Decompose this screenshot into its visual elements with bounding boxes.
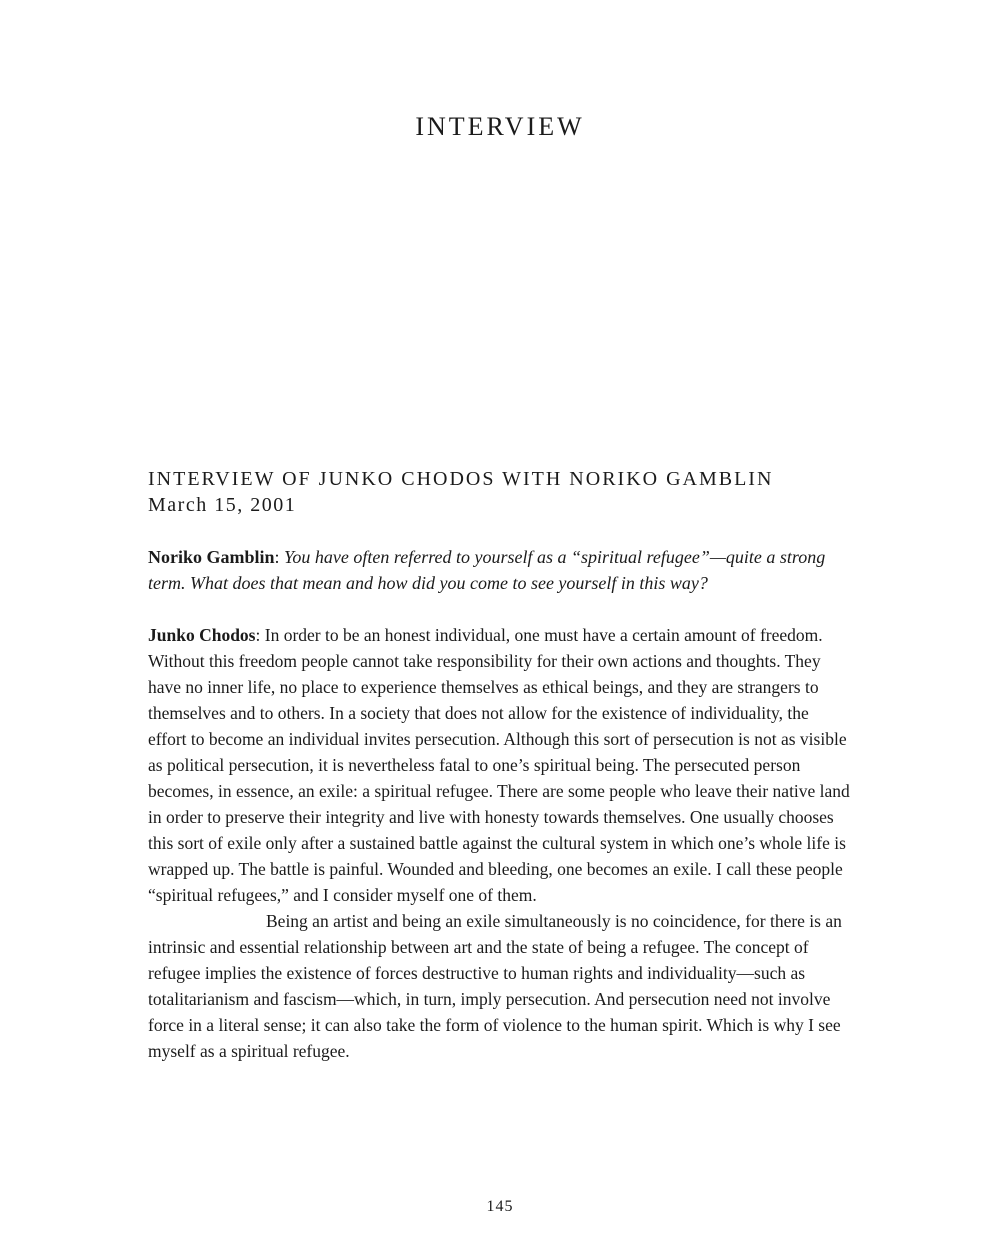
- answer-paragraph-1-text: In order to be an honest individual, one must have a certain amount of freedom. Without this freedom people cannot take responsibility for their own actions and thoughts. They have no inner life, no place to experience themselves as ethical beings, and they are strangers to themselves and to others. In a society that does not allow for the existence of individuality, the effort to become an individual invites persecution. Although this sort of persecution is not as visible as political persecution, it is nevertheless fatal to one’s spiritual being. The persecuted person becomes, in essence, an exile: a spiritual refugee. There are some people who leave their native land in order to preserve their integrity and live with honesty towards themselves. One usually chooses this sort of exile only after a sustained battle against the cultural system in which one’s whole life is wrapped up. The battle is painful. Wounded and bleeding, one becomes an exile. I call these people “spiritual refugees,” and I consider myself one of them.: [148, 625, 850, 905]
- question-speaker: Noriko Gamblin: [148, 547, 275, 567]
- answer-separator: :: [255, 625, 265, 645]
- answer-speaker: Junko Chodos: [148, 625, 256, 645]
- question-text: You have often referred to yourself as a “spiritual refugee”—quite a strong term. What does that mean and how did you come to see yourself in this way?: [148, 547, 826, 593]
- answer-paragraph-2: Being an artist and being an exile simultaneously is no coincidence, for there is an intrinsic and essential relationship between art and the state of being a refugee. The concept of refugee implies the existence of forces destructive to human rights and individuality—such as totalitarianism and fascism—which, in turn, imply persecution. And persecution need not involve force in a literal sense; it can also take the form of violence to the human spirit. Which is why I see myself as a spiritual refugee.: [148, 911, 842, 1061]
- interview-date: March 15, 2001: [148, 494, 297, 516]
- interview-heading: INTERVIEW OF JUNKO CHODOS WITH NORIKO GAMBLIN: [148, 468, 774, 490]
- question-paragraph: [148, 544, 848, 596]
- answer-block: [148, 622, 850, 1064]
- page-number: 145: [486, 1198, 514, 1215]
- page-title: INTERVIEW: [415, 112, 585, 141]
- question-separator: :: [274, 547, 285, 567]
- interview-heading-block: [148, 466, 848, 518]
- answer-paragraph-1: [148, 622, 850, 908]
